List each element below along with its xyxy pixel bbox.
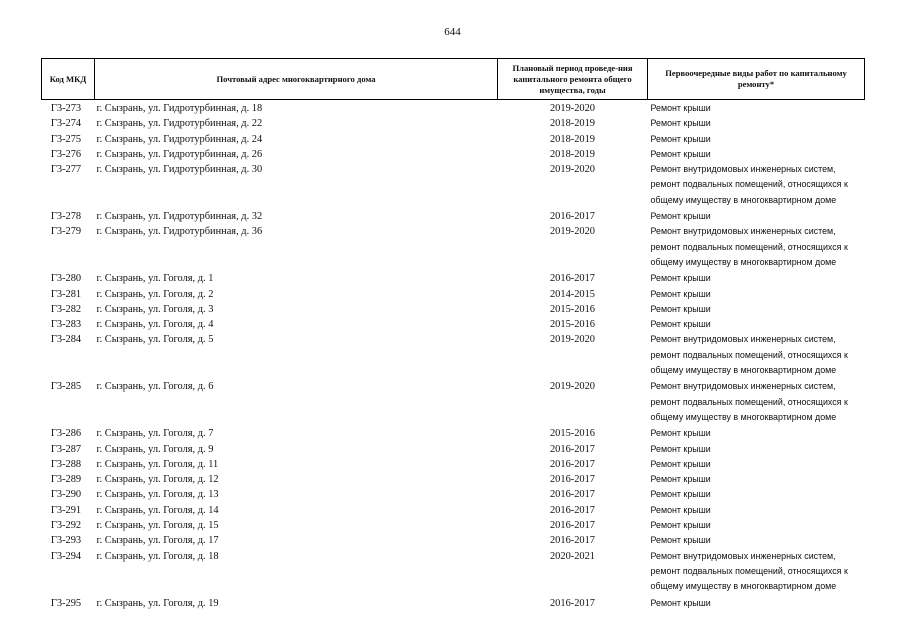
works-line: Ремонт крыши	[650, 148, 711, 159]
cell-code: Г3-290	[50, 489, 82, 501]
works-line: общему имуществу в многоквартирном доме	[650, 411, 837, 422]
cell-code: Г3-274	[50, 118, 82, 130]
works-line: Ремонт крыши	[650, 474, 711, 485]
works-line: ремонт подвальных помещений, относящихся к	[650, 396, 848, 407]
cell-address: г. Сызрань, ул. Гидротурбинная, д. 18	[96, 103, 263, 114]
capital-repair-table	[41, 58, 865, 611]
table-row	[42, 442, 865, 457]
cell-period: 2016-2017	[549, 211, 596, 223]
cell-code: Г3-281	[50, 288, 82, 300]
works-line: Ремонт крыши	[650, 443, 711, 454]
works-line: Ремонт крыши	[650, 118, 711, 129]
table-body	[42, 100, 865, 611]
cell-period: 2015-2016	[549, 319, 596, 331]
table-row	[42, 162, 865, 209]
cell-code: Г3-288	[50, 458, 82, 470]
cell-period: 2019-2020	[549, 103, 596, 114]
works-line: общему имуществу в многоквартирном доме	[650, 365, 837, 376]
table-row	[42, 426, 865, 441]
cell-period: 2016-2017	[549, 520, 596, 532]
cell-period: 2016-2017	[549, 474, 596, 486]
cell-address: г. Сызрань, ул. Гоголя, д. 9	[96, 443, 214, 455]
cell-period: 2016-2017	[549, 504, 596, 516]
table-row	[42, 596, 865, 611]
header-address: Почтовый адрес многоквартирного дома	[95, 59, 498, 100]
cell-works	[648, 472, 865, 487]
cell-code: Г3-287	[50, 443, 82, 455]
works-line: Ремонт крыши	[650, 211, 711, 222]
cell-period: 2016-2017	[549, 458, 596, 470]
table-row	[42, 100, 865, 117]
cell-address: г. Сызрань, ул. Гоголя, д. 7	[96, 428, 214, 440]
table-row	[42, 287, 865, 302]
cell-code: Г3-283	[50, 319, 82, 331]
works-line: Ремонт крыши	[650, 428, 711, 439]
cell-period: 2015-2016	[549, 303, 596, 315]
cell-works	[648, 147, 865, 162]
cell-works	[648, 271, 865, 286]
table-row	[42, 503, 865, 518]
cell-period: 2016-2017	[549, 443, 596, 455]
cell-code: Г3-280	[50, 273, 82, 285]
cell-works	[648, 287, 865, 302]
table-row	[42, 271, 865, 286]
cell-address: г. Сызрань, ул. Гидротурбинная, д. 22	[96, 118, 263, 130]
table-row	[42, 116, 865, 131]
table-row	[42, 332, 865, 379]
cell-code: Г3-282	[50, 303, 82, 315]
table-row	[42, 487, 865, 502]
cell-code: Г3-278	[50, 211, 82, 223]
cell-address: г. Сызрань, ул. Гидротурбинная, д. 24	[96, 133, 263, 145]
cell-works	[648, 100, 865, 117]
table-row	[42, 132, 865, 147]
cell-works	[648, 332, 865, 379]
cell-address: г. Сызрань, ул. Гоголя, д. 12	[96, 474, 219, 486]
cell-works	[648, 518, 865, 533]
header-period: Плановый период проведе-ния капитального ремонта общего имущества, годы	[498, 59, 648, 100]
cell-code: Г3-275	[50, 133, 82, 145]
cell-code: Г3-285	[50, 381, 82, 393]
works-line: Ремонт крыши	[650, 273, 711, 284]
cell-address: г. Сызрань, ул. Гоголя, д. 1	[96, 273, 214, 285]
works-line: Ремонт крыши	[650, 489, 711, 500]
cell-works	[648, 162, 865, 209]
cell-address: г. Сызрань, ул. Гоголя, д. 14	[96, 504, 219, 516]
cell-address: г. Сызрань, ул. Гоголя, д. 6	[96, 381, 214, 393]
cell-period: 2019-2020	[549, 164, 596, 176]
cell-code: Г3-284	[50, 334, 82, 346]
cell-works	[648, 503, 865, 518]
cell-works	[648, 132, 865, 147]
cell-address: г. Сызрань, ул. Гоголя, д. 13	[96, 489, 219, 501]
cell-works	[648, 596, 865, 611]
works-line: Ремонт внутридомовых инженерных систем,	[650, 334, 836, 345]
cell-period: 2016-2017	[549, 273, 596, 285]
table-row	[42, 457, 865, 472]
works-line: общему имуществу в многоквартирном доме	[650, 194, 837, 205]
cell-period: 2018-2019	[549, 133, 596, 145]
works-line: Ремонт крыши	[650, 133, 711, 144]
works-line: ремонт подвальных помещений, относящихся к	[650, 349, 848, 360]
works-line: Ремонт внутридомовых инженерных систем,	[650, 226, 836, 237]
cell-code: Г3-279	[50, 226, 82, 238]
cell-works	[648, 379, 865, 426]
cell-period: 2014-2015	[549, 288, 596, 300]
cell-address: г. Сызрань, ул. Гоголя, д. 17	[96, 535, 219, 547]
cell-period: 2016-2017	[549, 489, 596, 501]
cell-code: Г3-289	[50, 474, 82, 486]
cell-code: Г3-286	[50, 428, 82, 440]
works-line: Ремонт крыши	[650, 535, 711, 546]
works-line: Ремонт внутридомовых инженерных систем,	[650, 550, 836, 561]
cell-code: Г3-291	[50, 504, 82, 516]
cell-period: 2016-2017	[549, 535, 596, 547]
page-number: 644	[444, 26, 461, 38]
cell-address: г. Сызрань, ул. Гоголя, д. 4	[96, 319, 214, 331]
works-line: Ремонт внутридомовых инженерных систем,	[650, 381, 836, 392]
cell-address: г. Сызрань, ул. Гидротурбинная, д. 32	[96, 211, 263, 223]
works-line: ремонт подвальных помещений, относящихся к	[650, 565, 848, 576]
cell-code: Г3-273	[50, 103, 82, 114]
table-row	[42, 533, 865, 548]
cell-address: г. Сызрань, ул. Гоголя, д. 19	[96, 597, 219, 609]
cell-code: Г3-293	[50, 535, 82, 547]
cell-address: г. Сызрань, ул. Гидротурбинная, д. 30	[96, 164, 263, 176]
header-code: Код МКД	[42, 59, 95, 100]
cell-address: г. Сызрань, ул. Гоголя, д. 11	[96, 458, 219, 470]
table-row	[42, 302, 865, 317]
table-row	[42, 518, 865, 533]
cell-address: г. Сызрань, ул. Гоголя, д. 5	[96, 334, 214, 346]
cell-address: г. Сызрань, ул. Гидротурбинная, д. 36	[96, 226, 263, 238]
table-row	[42, 472, 865, 487]
cell-period: 2015-2016	[549, 428, 596, 440]
works-line: Ремонт крыши	[650, 504, 711, 515]
works-line: ремонт подвальных помещений, относящихся к	[650, 179, 848, 190]
table-row	[42, 147, 865, 162]
table-row	[42, 549, 865, 596]
cell-code: Г3-295	[50, 597, 82, 609]
cell-works	[648, 549, 865, 596]
cell-code: Г3-277	[50, 164, 82, 176]
works-line: Ремонт крыши	[650, 103, 711, 113]
works-line: Ремонт крыши	[650, 319, 711, 330]
cell-period: 2019-2020	[549, 334, 596, 346]
works-line: общему имуществу в многоквартирном доме	[650, 256, 837, 267]
cell-period: 2019-2020	[549, 226, 596, 238]
works-line: Ремонт крыши	[650, 520, 711, 531]
cell-period: 2018-2019	[549, 118, 596, 130]
cell-period: 2019-2020	[549, 381, 596, 393]
cell-address: г. Сызрань, ул. Гоголя, д. 2	[96, 288, 214, 300]
cell-period: 2016-2017	[549, 597, 596, 609]
cell-code: Г3-294	[50, 550, 82, 562]
cell-works	[648, 426, 865, 441]
works-line: Ремонт крыши	[650, 458, 711, 469]
table-row	[42, 224, 865, 271]
table-row	[42, 209, 865, 224]
works-line: ремонт подвальных помещений, относящихся к	[650, 241, 848, 252]
cell-works	[648, 224, 865, 271]
cell-works	[648, 487, 865, 502]
cell-works	[648, 116, 865, 131]
cell-works	[648, 442, 865, 457]
header-works: Первоочередные виды работ по капитальному ремонту*	[648, 59, 865, 100]
cell-works	[648, 533, 865, 548]
works-line: Ремонт крыши	[650, 597, 711, 608]
cell-works	[648, 317, 865, 332]
works-line: Ремонт внутридомовых инженерных систем,	[650, 164, 836, 175]
cell-works	[648, 209, 865, 224]
table-row	[42, 379, 865, 426]
cell-works	[648, 457, 865, 472]
works-line: Ремонт крыши	[650, 288, 711, 299]
cell-works	[648, 302, 865, 317]
cell-code: Г3-276	[50, 148, 82, 160]
cell-code: Г3-292	[50, 520, 82, 532]
table-header	[42, 59, 865, 100]
works-line: Ремонт крыши	[650, 303, 711, 314]
works-line: общему имуществу в многоквартирном доме	[650, 581, 837, 592]
cell-address: г. Сызрань, ул. Гоголя, д. 18	[96, 550, 219, 562]
cell-address: г. Сызрань, ул. Гидротурбинная, д. 26	[96, 148, 263, 160]
table-row	[42, 317, 865, 332]
cell-period: 2018-2019	[549, 148, 596, 160]
cell-address: г. Сызрань, ул. Гоголя, д. 15	[96, 520, 219, 532]
cell-address: г. Сызрань, ул. Гоголя, д. 3	[96, 303, 214, 315]
cell-period: 2020-2021	[549, 550, 596, 562]
